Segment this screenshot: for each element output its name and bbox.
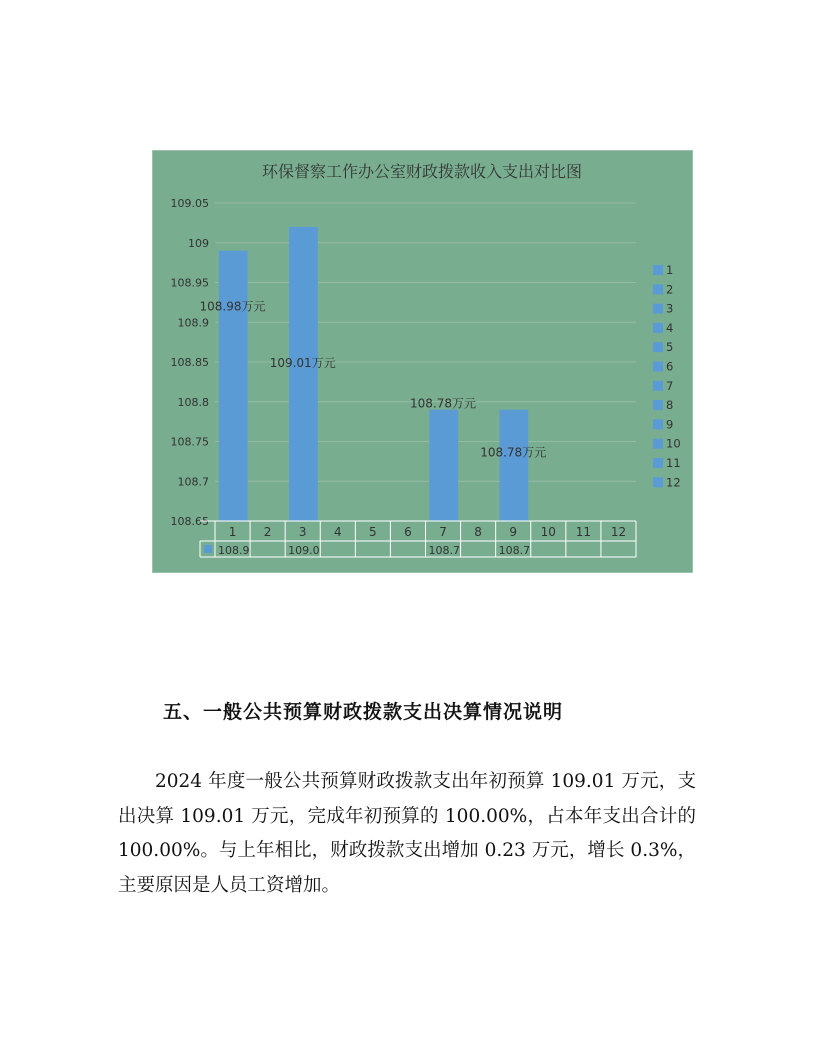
y-tick-label: 109.05: [170, 197, 209, 210]
y-tick-label: 109: [188, 236, 209, 250]
data-label: 109.01万元: [269, 355, 336, 370]
bar: [429, 410, 458, 521]
x-tick-label: 1: [228, 525, 237, 539]
legend-swatch: [653, 284, 663, 294]
legend-swatch: [653, 342, 663, 352]
x-tick-label: 11: [575, 525, 592, 539]
table-value: 109.0: [288, 544, 320, 557]
legend-label: 9: [666, 417, 674, 432]
legend-swatch: [653, 265, 663, 275]
data-label: 108.98万元: [199, 299, 266, 314]
x-tick-label: 3: [298, 525, 307, 539]
y-tick-label: 108.95: [170, 276, 209, 290]
legend-label: 1: [666, 263, 674, 277]
data-label: 108.78万元: [410, 396, 477, 411]
legend-label: 12: [666, 475, 681, 490]
y-tick-label: 108.65: [170, 515, 209, 528]
legend-label: 11: [666, 456, 681, 470]
chart-svg: [152, 150, 693, 573]
legend-label: 3: [666, 301, 674, 316]
bar: [500, 410, 529, 521]
legend-label: 5: [666, 340, 674, 355]
legend-label: 6: [666, 359, 674, 374]
x-tick-label: 4: [333, 525, 342, 539]
x-tick-label: 10: [540, 525, 556, 539]
x-tick-label: 5: [369, 525, 377, 539]
section-body: [118, 765, 696, 903]
legend-swatch: [653, 323, 663, 333]
x-tick-label: 8: [474, 525, 482, 539]
legend-swatch: [653, 304, 663, 314]
x-tick-label: 9: [509, 525, 518, 539]
section-paragraph: 2024 年度一般公共预算财政拨款支出年初预算 109.01 万元，支出决算 109.01 万元，完成年初预算的 100.00%，占本年支出合计的 100.00%。与上年相比，财政拨款支出增加 0.23 万元，增长 0.3%，主要原因是人员工资增加。: [118, 771, 696, 896]
y-tick-label: 108.9: [177, 316, 209, 330]
bar: [219, 251, 248, 521]
legend-swatch: [653, 362, 663, 372]
legend-swatch: [653, 381, 663, 391]
table-value: 108.7: [428, 544, 460, 557]
table-legend-swatch: [204, 545, 212, 553]
legend-swatch: [653, 400, 663, 410]
legend-label: 2: [666, 282, 674, 297]
legend-swatch: [653, 458, 663, 468]
x-tick-label: 12: [610, 525, 627, 539]
y-tick-label: 108.7: [177, 475, 209, 489]
legend-label: 7: [666, 378, 674, 393]
comparison-chart: [152, 150, 693, 573]
data-label: 108.78万元: [480, 445, 547, 460]
y-tick-label: 108.8: [177, 395, 209, 409]
y-tick-label: 108.85: [170, 356, 209, 369]
table-value: 108.9: [218, 544, 250, 557]
x-tick-label: 7: [439, 525, 447, 539]
table-value: 108.7: [498, 544, 531, 557]
legend-swatch: [653, 439, 663, 449]
legend-swatch: [653, 477, 663, 487]
legend-label: 4: [666, 320, 674, 335]
legend-label: 10: [666, 436, 681, 451]
chart-title: 环保督察工作办公室财政拨款收入支出对比图: [261, 162, 583, 181]
y-tick-label: 108.75: [170, 435, 209, 449]
x-tick-label: 2: [263, 525, 272, 539]
legend-swatch: [653, 419, 663, 429]
x-tick-label: 6: [404, 525, 412, 539]
section-heading: 五、一般公共预算财政拨款支出决算情况说明: [163, 701, 564, 723]
bar: [289, 227, 318, 521]
legend-label: 8: [666, 398, 674, 413]
